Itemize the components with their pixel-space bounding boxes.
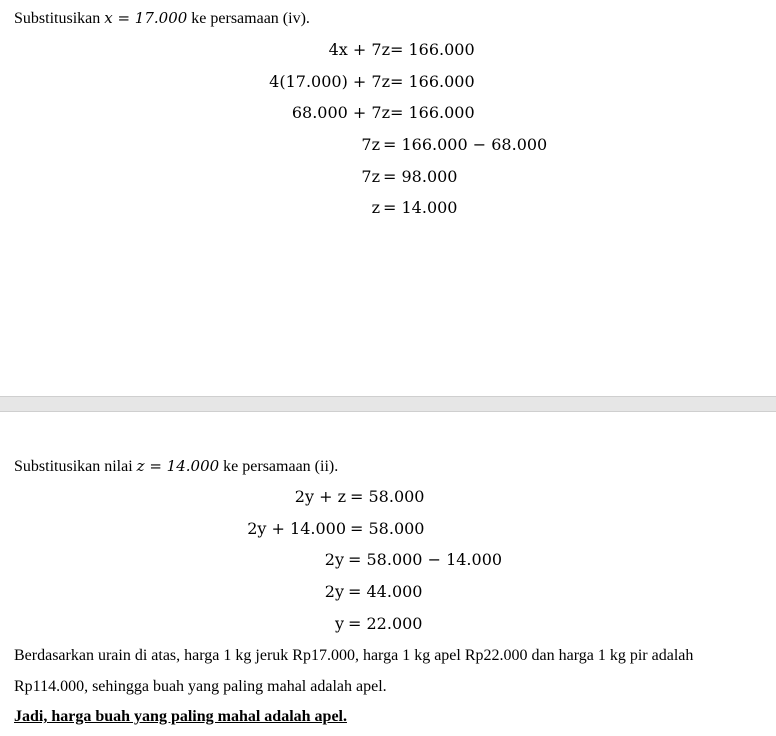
equation-rhs: 22.000 [366, 614, 423, 633]
equation-lhs: 2y + 14.000 [247, 519, 346, 538]
equation-row: 7z = 98.000 [361, 167, 458, 186]
equation-rhs: 166.000 [408, 40, 475, 59]
intro-variable: x = 17.000 [104, 9, 188, 27]
equation-row: 4(17.000) + 7z = 166.000 [269, 72, 475, 91]
page-2 [0, 412, 776, 736]
intro-line-1 [14, 9, 310, 28]
equation-rhs: 14.000 [401, 198, 458, 217]
equation-row: z = 14.000 [371, 198, 458, 217]
equation-rhs: 44.000 [366, 582, 423, 601]
equation-row: 68.000 + 7z = 166.000 [291, 103, 475, 122]
intro-suffix: ke persamaan (iv). [191, 10, 310, 27]
equation-rhs: 58.000 [368, 487, 425, 506]
equation-rhs: 166.000 [408, 103, 475, 122]
equation-row: 2y = 58.000 − 14.000 [324, 550, 503, 569]
page-break [0, 396, 776, 412]
equation-lhs: 2y + z [294, 487, 346, 506]
equation-rhs: 58.000 − 14.000 [366, 550, 503, 569]
equation-lhs: 68.000 + 7z [291, 103, 390, 122]
equation-row: 2y + z = 58.000 [294, 487, 425, 506]
conclusion-text: Jadi, harga buah yang paling mahal adalah apel. [14, 708, 347, 725]
equation-row: 2y = 44.000 [324, 582, 423, 601]
equation-lhs: 7z [361, 135, 380, 154]
equation-row: 4x + 7z = 166.000 [328, 40, 475, 59]
intro-suffix: ke persamaan (ii). [223, 458, 339, 475]
equation-lhs: 4x + 7z [328, 40, 390, 59]
equation-rhs: 166.000 − 68.000 [401, 135, 548, 154]
equation-lhs: z [371, 198, 380, 217]
equation-rhs: 98.000 [401, 167, 458, 186]
equation-lhs: y [334, 614, 344, 633]
equation-row: 7z = 166.000 − 68.000 [361, 135, 548, 154]
equation-lhs: 7z [361, 167, 380, 186]
summary-paragraph: Berdasarkan urain di atas, harga 1 kg jeruk Rp17.000, harga 1 kg apel Rp22.000 dan harga 1 kg pir adalah Rp114.000, sehingga buah yang paling mahal adalah apel. [14, 647, 694, 695]
equation-lhs: 4(17.000) + 7z [269, 72, 390, 91]
intro-prefix: Substitusikan [14, 10, 101, 27]
intro-variable: z = 14.000 [136, 457, 220, 475]
equation-rhs: 166.000 [408, 72, 475, 91]
equation-row: 2y + 14.000 = 58.000 [247, 519, 425, 538]
equation-lhs: 2y [324, 582, 344, 601]
intro-prefix: Substitusikan nilai [14, 458, 133, 475]
intro-line-2 [14, 457, 338, 476]
equation-row: y = 22.000 [334, 614, 423, 633]
equation-lhs: 2y [324, 550, 344, 569]
equation-rhs: 58.000 [368, 519, 425, 538]
